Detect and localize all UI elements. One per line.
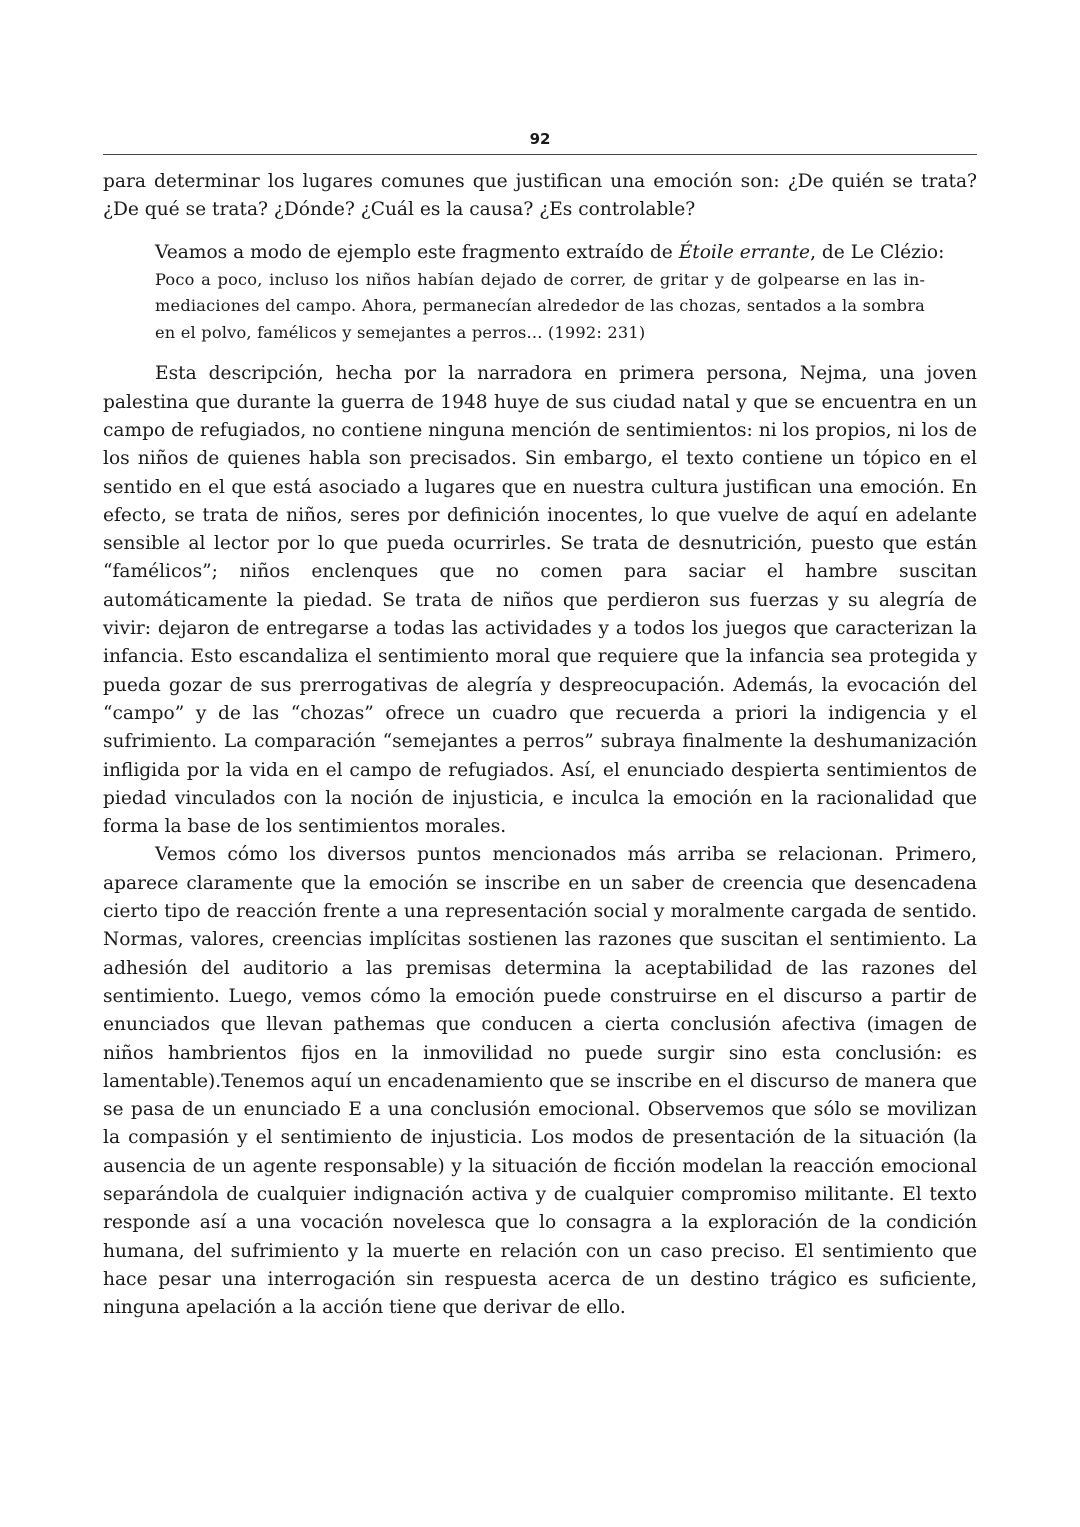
example-intro bbox=[155, 239, 977, 267]
block-quote bbox=[155, 267, 925, 347]
header-rule bbox=[103, 154, 977, 155]
example-intro-after: , de Le Clézio: bbox=[810, 241, 945, 263]
document-page bbox=[103, 128, 977, 1322]
block-quote-text: Poco a poco, incluso los niños habían dejado de correr, de gritar y de golpearse en las inmediaciones del campo. Ahora, permanecían alrededor de las chozas, sentados a la sombra en el polvo, famélicos y semejantes a perros... (1992: 231) bbox=[155, 269, 925, 342]
paragraph-relations: Vemos cómo los diversos puntos mencionados más arriba se relacionan. Primero, aparece claramente que la emoción se inscribe en un saber de creencia que desencadena cierto tipo de reacción frente a una representación social y moralmente cargada de sentido. Normas, valores, creencias implícitas sostienen las razones que suscitan el sentimiento. La adhesión del auditorio a las premisas determina la aceptabilidad de las razones del sentimiento. Luego, vemos cómo la emoción puede construirse en el discurso a partir de enunciados que llevan pathemas que conducen a cierta conclusión afectiva (imagen de niños hambrientos fijos en la inmovilidad no puede surgir sino esta conclusión: es lamentable).Tenemos aquí un encadenamiento que se inscribe en el discurso de manera que se pasa de un enunciado E a una conclusión emocional. Observemos que sólo se movilizan la compasión y el sentimiento de injusticia. Los modos de presentación de la situación (la ausencia de un agente responsable) y la situación de ficción modelan la reacción emocional separándola de cualquier indignación activa y de cualquier compromiso militante. El texto responde así a una vocación novelesca que lo consagra a la exploración de la condición humana, del sufrimiento y la muerte en relación con un caso preciso. El sentimiento que hace pesar una interrogación sin respuesta acerca de un destino trágico es suficiente, ninguna apelación a la acción tiene que derivar de ello. bbox=[103, 844, 977, 1319]
continuation-paragraph: para determinar los lugares comunes que justifican una emoción son: ¿De quién se trata? ¿De qué se trata? ¿Dónde? ¿Cuál es la causa? ¿Es controlable? bbox=[103, 171, 977, 221]
example-intro-before: Veamos a modo de ejemplo este fragmento extraído de bbox=[155, 241, 679, 263]
page-number: 92 bbox=[529, 130, 551, 148]
book-title: Étoile errante bbox=[678, 241, 811, 263]
paragraph-analysis: Esta descripción, hecha por la narradora en primera persona, Nejma, una joven palestina que durante la guerra de 1948 huye de sus ciudad natal y que se encuentra en un campo de refugiados, no contiene ninguna mención de sentimientos: ni los propios, ni los de los niños de quienes habla son precisados. Sin embargo, el texto contiene un tópico en el sentido en el que está asociado a lugares que en nuestra cultura justifican una emoción. En efecto, se trata de niños, seres por definición inocentes, lo que vuelve de aquí en adelante sensible al lector por lo que pueda ocurrirles. Se trata de desnutrición, puesto que están “famélicos”; niños enclenques que no comen para saciar el hambre suscitan automáticamente la piedad. Se trata de niños que perdieron sus fuerzas y su alegría de vivir: dejaron de entregarse a todas las actividades y a todos los juegos que caracterizan la infancia. Esto escandaliza el sentimiento moral que requiere que la infancia sea protegida y pueda gozar de sus prerrogativas de alegría y despreocupación. Además, la evocación del “campo” y de las “chozas” ofrece un cuadro que recuerda a priori la indigencia y el sufrimiento. La comparación “semejantes a perros” subraya finalmente la deshumanización infligida por la vida en el campo de refugiados. Así, el enunciado despierta sentimientos de piedad vinculados con la noción de injusticia, e inculca la emoción en la racionalidad que forma la base de los sentimientos morales. bbox=[103, 363, 977, 838]
